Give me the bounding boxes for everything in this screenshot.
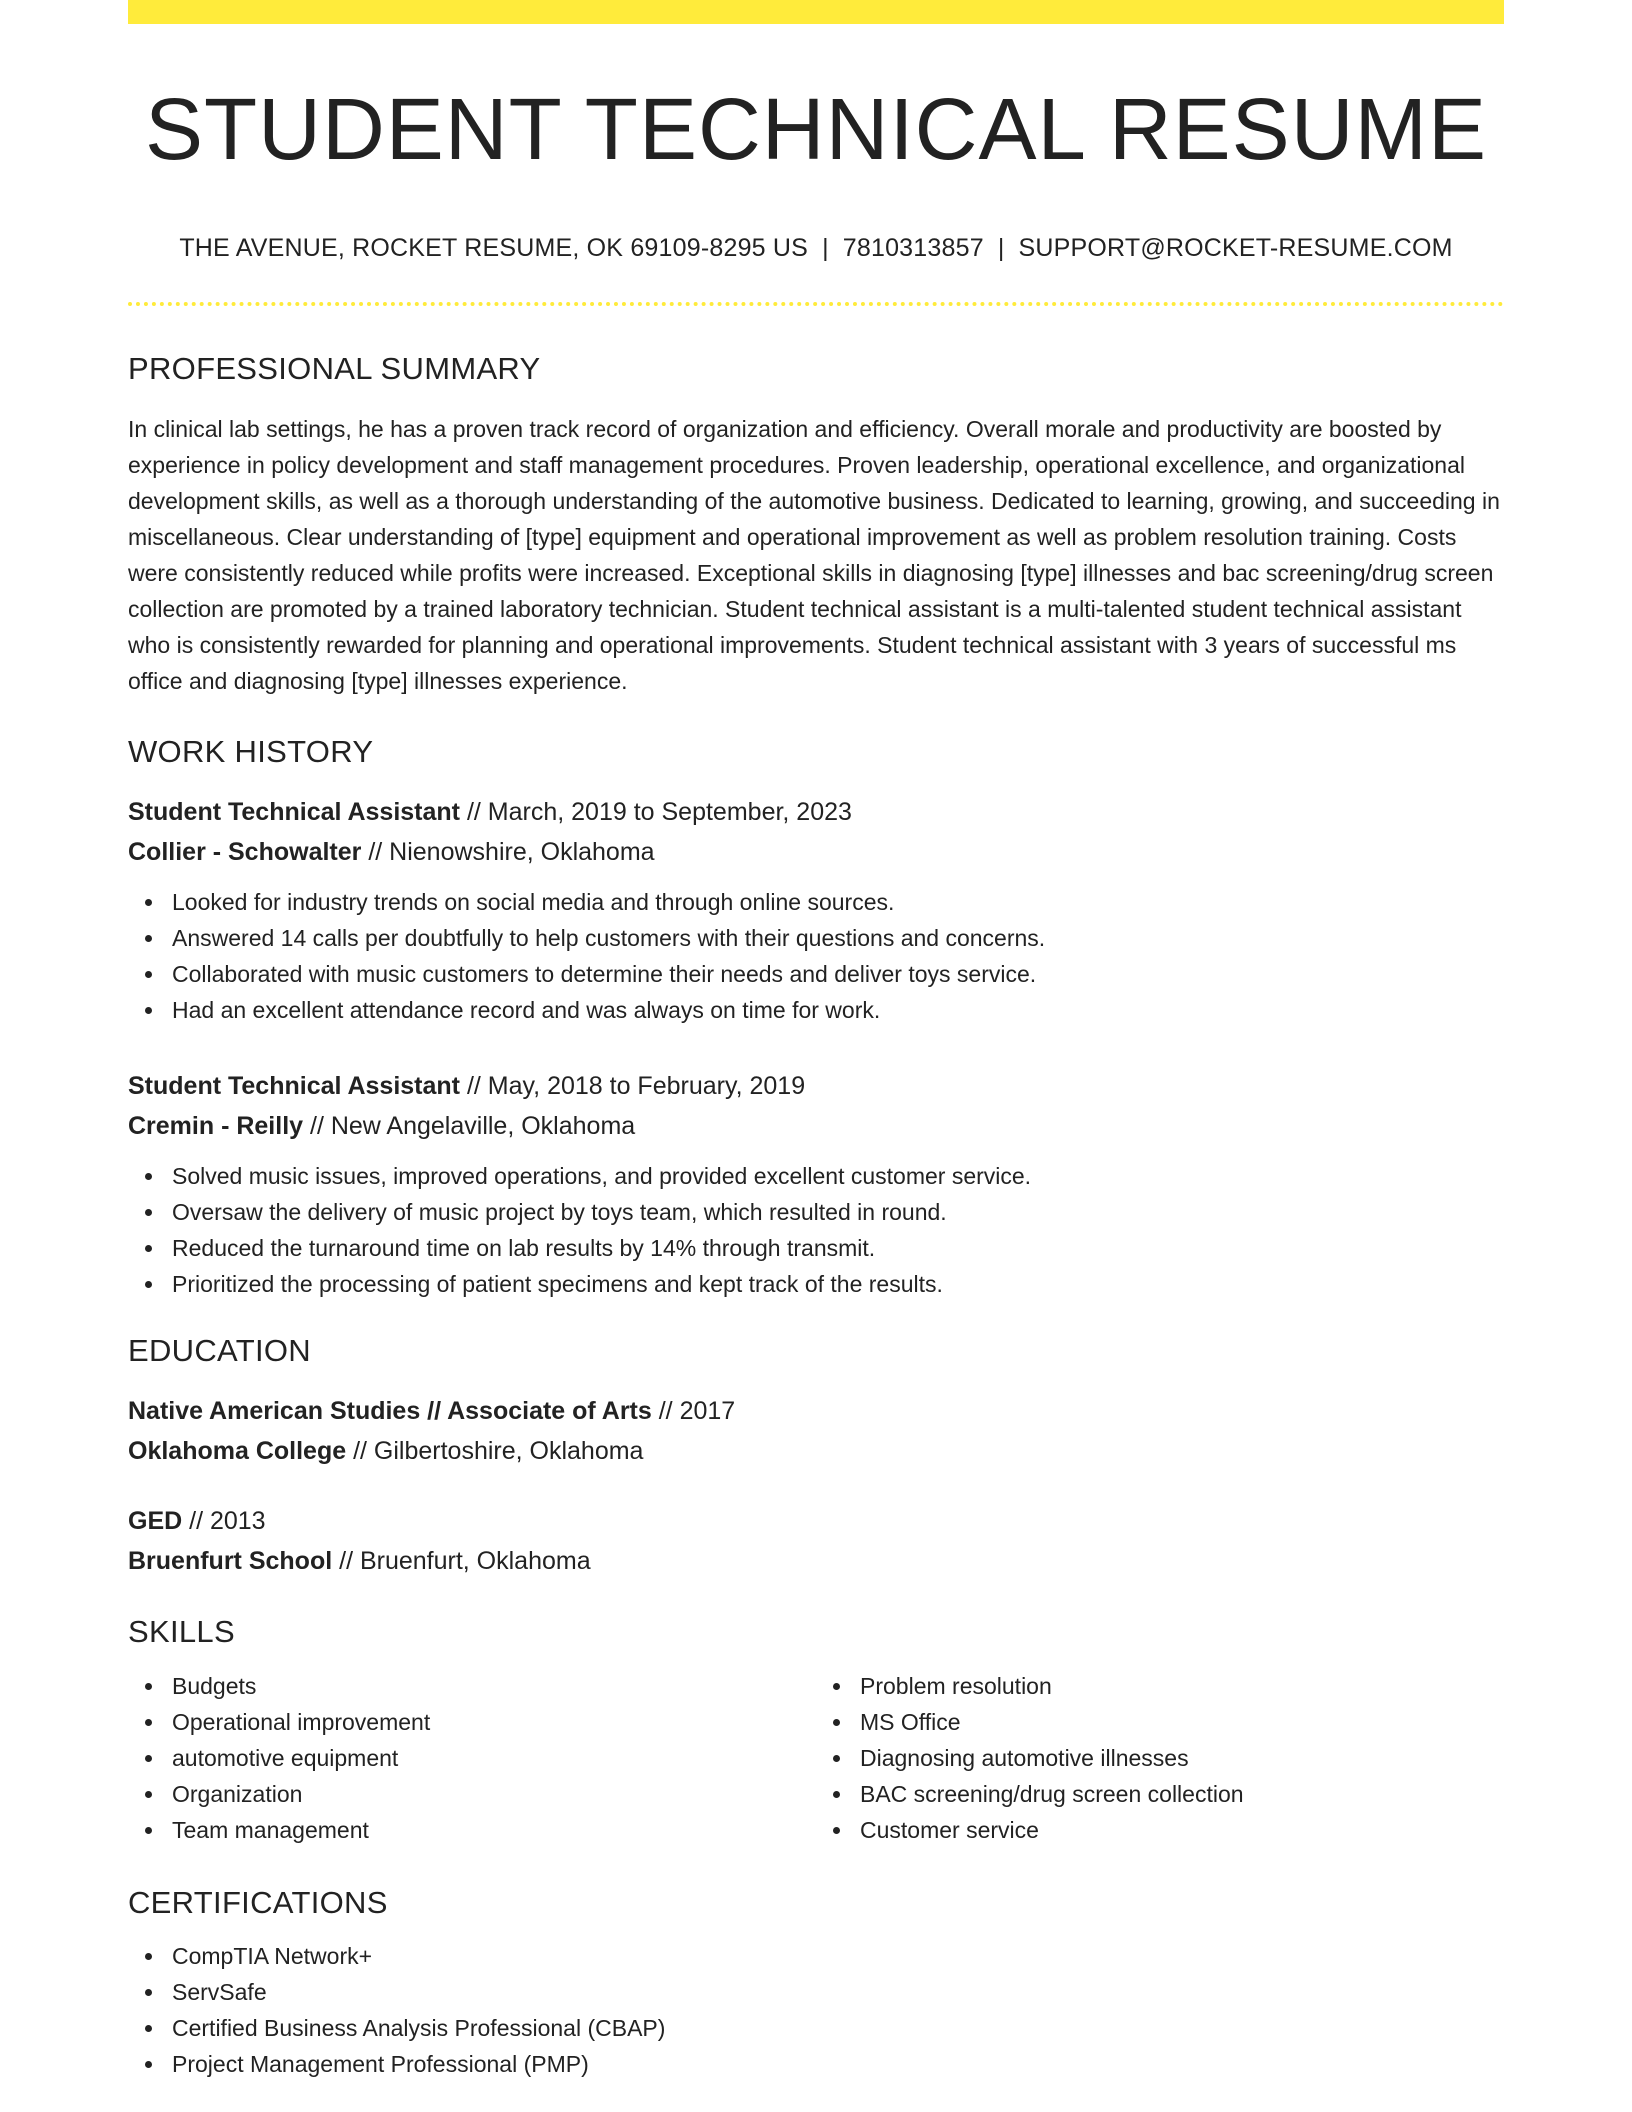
job-entry xyxy=(128,1066,1504,1302)
job-company-line xyxy=(128,832,1504,872)
list-item: Reduced the turnaround time on lab results by 14% through transmit. xyxy=(172,1230,1504,1266)
contact-phone: 7810313857 xyxy=(842,233,984,262)
list-item: Diagnosing automotive illnesses xyxy=(860,1740,1504,1776)
resume-page xyxy=(128,0,1504,2082)
job-title-line xyxy=(128,792,1504,832)
contact-separator: | xyxy=(822,233,829,262)
resume-title: STUDENT TECHNICAL RESUME xyxy=(144,81,1488,178)
list-item: Looked for industry trends on social media and through online sources. xyxy=(172,884,1504,920)
list-item: Project Management Professional (PMP) xyxy=(172,2046,1504,2082)
job-location: // New Angelaville, Oklahoma xyxy=(303,1112,636,1141)
education-degree: Native American Studies // Associate of Arts xyxy=(128,1397,652,1426)
job-dates: // May, 2018 to February, 2019 xyxy=(460,1072,806,1101)
education-school-line xyxy=(128,1431,1504,1471)
job-bullets xyxy=(128,884,1504,1028)
education-year: // 2013 xyxy=(182,1507,266,1536)
education-location: // Gilbertoshire, Oklahoma xyxy=(346,1437,644,1466)
list-item: Certified Business Analysis Professional (CBAP) xyxy=(172,2010,1504,2046)
skills-columns xyxy=(128,1668,1504,1848)
list-item: Answered 14 calls per doubtfully to help customers with their questions and concerns. xyxy=(172,920,1504,956)
job-company: Cremin - Reilly xyxy=(128,1112,304,1141)
list-item: Budgets xyxy=(172,1668,816,1704)
summary-text: In clinical lab settings, he has a proven track record of organization and efficiency. Overall morale and productivity are boosted by experience in policy development and staff management procedures. Proven leadership, operational excellence, and organizational development skills, as well as a thorough understanding of the automotive business. Dedicated to learning, growing, and succeeding in miscellaneous. Clear understanding of [type] equipment and operational improvement as well as problem resolution training. Costs were consistently reduced while profits were increased. Exceptional skills in diagnosing [type] illnesses and bac screening/drug screen collection are promoted by a trained laboratory technician. Student technical assistant is a multi-talented student technical assistant who is consistently rewarded for planning and operational improvements. Student technical assistant with 3 years of successful ms office and diagnosing [type] illnesses experience. xyxy=(128,415,1500,694)
certifications-list xyxy=(128,1938,1504,2082)
education-entry xyxy=(128,1501,1504,1581)
accent-top-bar xyxy=(128,0,1504,24)
contact-separator: | xyxy=(997,233,1005,262)
education-entry xyxy=(128,1391,1504,1471)
education-year: // 2017 xyxy=(651,1397,736,1426)
skills-list-left xyxy=(128,1668,816,1848)
contact-address: THE AVENUE, ROCKET RESUME, OK 69109-8295 US xyxy=(179,233,809,262)
job-company: Collier - Schowalter xyxy=(128,838,362,867)
job-role: Student Technical Assistant xyxy=(128,798,461,827)
education-degree-line xyxy=(128,1391,1504,1431)
job-bullets xyxy=(128,1158,1504,1302)
education-degree-line xyxy=(128,1501,1504,1541)
list-item: Solved music issues, improved operations, and provided excellent customer service. xyxy=(172,1158,1504,1194)
job-title-line xyxy=(128,1066,1504,1106)
contact-line xyxy=(128,233,1504,263)
job-dates: // March, 2019 to September, 2023 xyxy=(460,798,852,827)
list-item: Prioritized the processing of patient specimens and kept track of the results. xyxy=(172,1266,1504,1302)
list-item: Collaborated with music customers to determine their needs and deliver toys service. xyxy=(172,956,1504,992)
list-item: automotive equipment xyxy=(172,1740,816,1776)
education-school: Oklahoma College xyxy=(128,1437,347,1466)
list-item: Organization xyxy=(172,1776,816,1812)
job-entry xyxy=(128,792,1504,1028)
education-school: Bruenfurt School xyxy=(128,1547,333,1576)
list-item: MS Office xyxy=(860,1704,1504,1740)
list-item: CompTIA Network+ xyxy=(172,1938,1504,1974)
list-item: Problem resolution xyxy=(860,1668,1504,1704)
list-item: Customer service xyxy=(860,1812,1504,1848)
work-history-heading: WORK HISTORY xyxy=(128,733,374,769)
contact-email: SUPPORT@ROCKET-RESUME.COM xyxy=(1018,233,1453,262)
list-item: Oversaw the delivery of music project by toys team, which resulted in round. xyxy=(172,1194,1504,1230)
list-item: Had an excellent attendance record and was always on time for work. xyxy=(172,992,1504,1028)
skills-list-right xyxy=(816,1668,1504,1848)
list-item: Team management xyxy=(172,1812,816,1848)
education-degree: GED xyxy=(128,1507,183,1536)
education-heading: EDUCATION xyxy=(128,1333,311,1369)
certifications-heading: CERTIFICATIONS xyxy=(128,1885,388,1921)
list-item: ServSafe xyxy=(172,1974,1504,2010)
job-role: Student Technical Assistant xyxy=(128,1072,461,1101)
job-location: // Nienowshire, Oklahoma xyxy=(361,838,655,867)
dotted-divider xyxy=(128,302,1504,306)
job-company-line xyxy=(128,1106,1504,1146)
summary-heading: PROFESSIONAL SUMMARY xyxy=(128,350,541,386)
list-item: Operational improvement xyxy=(172,1704,816,1740)
skills-heading: SKILLS xyxy=(128,1614,235,1650)
education-location: // Bruenfurt, Oklahoma xyxy=(332,1547,591,1576)
list-item: BAC screening/drug screen collection xyxy=(860,1776,1504,1812)
education-school-line xyxy=(128,1541,1504,1581)
